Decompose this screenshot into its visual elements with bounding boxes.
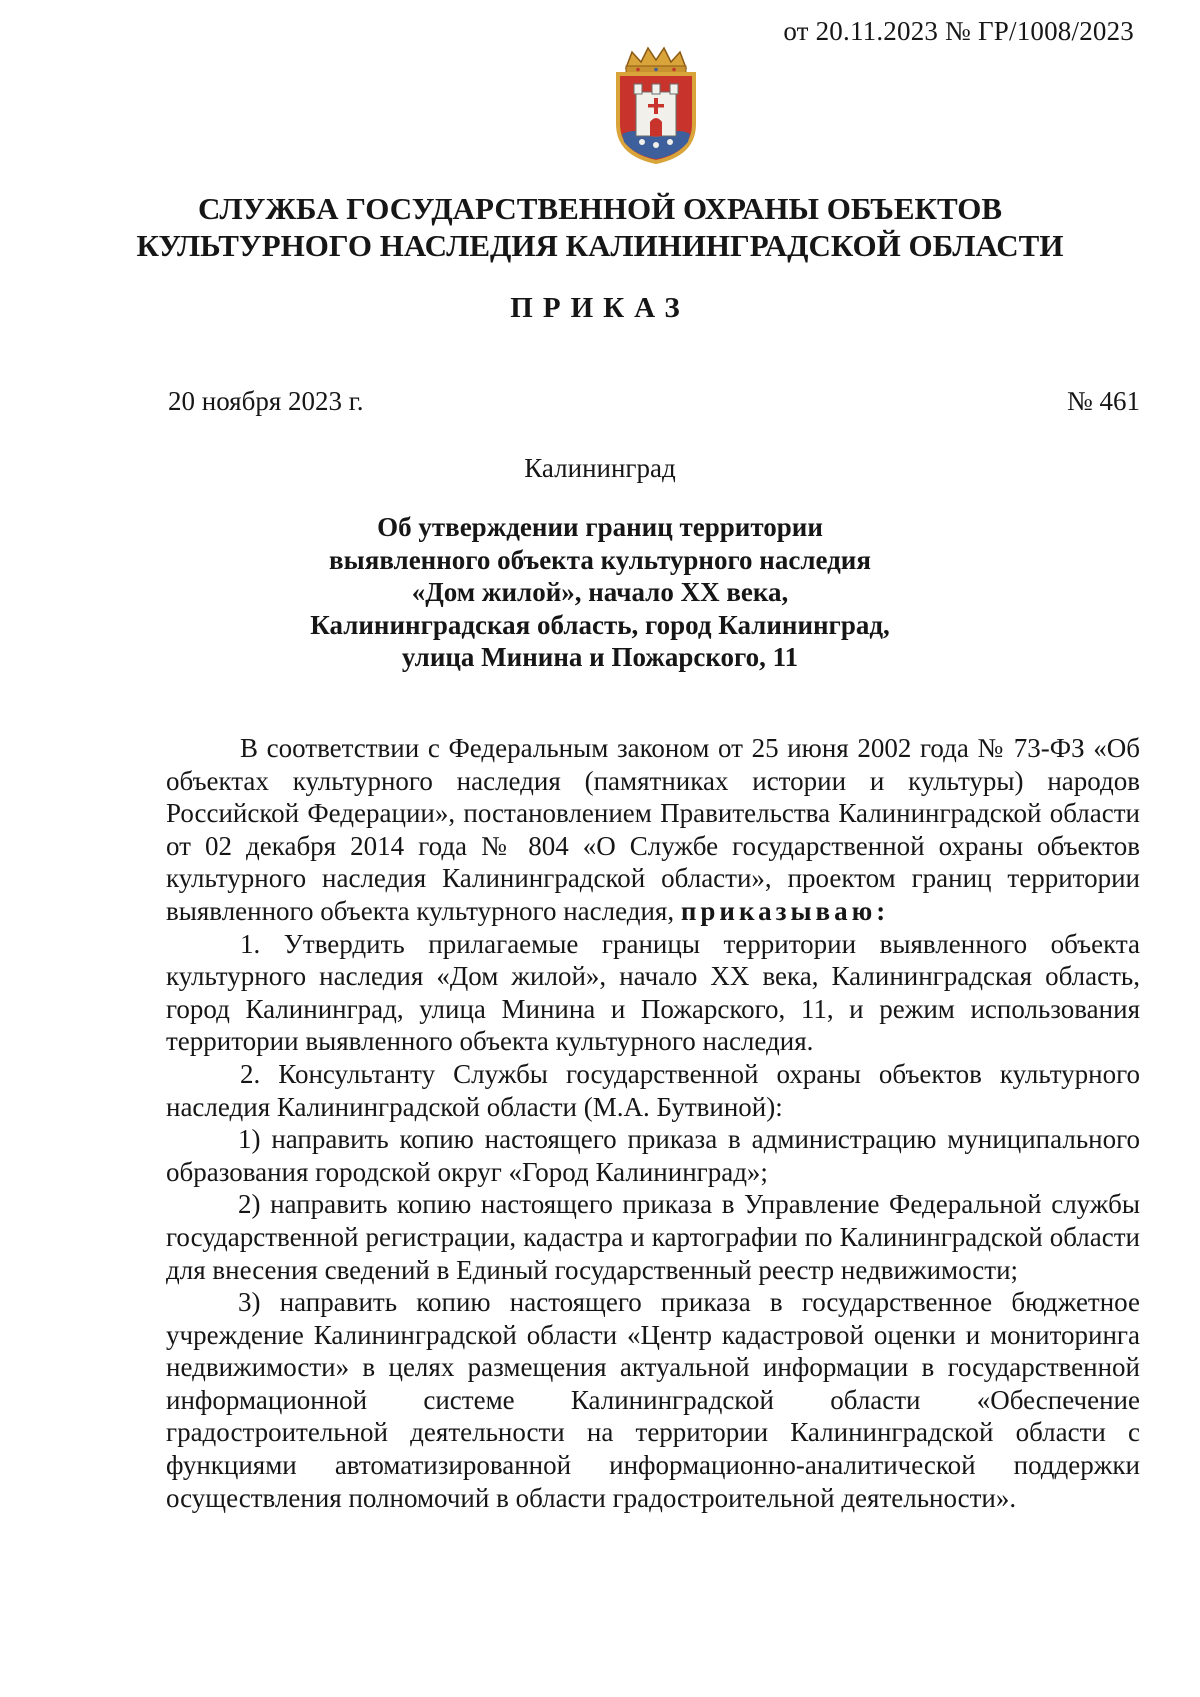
subject-line-1: Об утверждении границ территории: [377, 512, 823, 542]
document-type: ПРИКАЗ: [510, 292, 690, 324]
item-2-1-paragraph: 1) направить копию настоящего приказа в администрацию муниципального образования городской округ «Город Калининград»;: [166, 1124, 1140, 1187]
preamble-paragraph: [166, 732, 1140, 928]
document-subject: [0, 511, 1200, 674]
item-2-3-paragraph: 3) направить копию настоящего приказа в государственное бюджетное учреждение Калининградской области «Центр кадастровой оценки и мониторинга недвижимости» в целях размещения актуальной информации в государственной информационной системе Калининградской области «Обеспечение градостроительной деятельности на территории Калининградской области с функциями автоматизированной информационно-аналитической поддержки осуществления полномочий в области градостроительной деятельности».: [166, 1287, 1140, 1513]
document-city: Калининград: [524, 453, 676, 483]
subject-line-2: выявленного объекта культурного наследия: [329, 544, 871, 575]
organization-name-line-2: КУЛЬТУРНОГО НАСЛЕДИЯ КАЛИНИНГРАДСКОЙ ОБЛАСТИ: [136, 228, 1064, 263]
organization-name: [0, 190, 1200, 264]
organization-name-line-1: СЛУЖБА ГОСУДАРСТВЕННОЙ ОХРАНЫ ОБЪЕКТОВ: [197, 191, 1003, 226]
subject-line-4: Калининградская область, город Калининград,: [310, 609, 890, 640]
coat-of-arms-icon: [608, 46, 704, 164]
order-word: приказываю:: [680, 895, 890, 926]
preamble-text: В соответствии с Федеральным законом от 25 июня 2002 года № 73-ФЗ «Об объектах культурного наследия (памятниках истории и культуры) народов Российской Федерации», постановлением Правительства Калининградской области от 02 декабря 2014 года № 804 «О Службе государственной охраны объектов культурного наследия Калининградской области», проектом границ территории выявленного объекта культурного наследия,: [166, 733, 1140, 926]
subject-line-3: «Дом жилой», начало ХХ века,: [411, 577, 789, 607]
subject-line-5: улица Минина и Пожарского, 11: [401, 642, 799, 672]
item-2-2-paragraph: 2) направить копию настоящего приказа в Управление Федеральной службы государственной регистрации, кадастра и картографии по Калининградской области для внесения сведений в Единый государственный реестр недвижимости;: [166, 1189, 1140, 1285]
document-body: [166, 732, 1140, 1514]
item-1-paragraph: 1. Утвердить прилагаемые границы территории выявленного объекта культурного наследия «Дом жилой», начало ХХ века, Калининградская область, город Калининград, улица Минина и Пожарского, 11, и режим использования территории выявленного объекта культурного наследия.: [166, 928, 1140, 1057]
document-number: № 461: [1066, 386, 1140, 416]
registration-mark: от 20.11.2023 № ГР/1008/2023: [783, 16, 1134, 46]
document-date: 20 ноября 2023 г.: [168, 386, 364, 416]
item-2-paragraph: 2. Консультанту Службы государственной охраны объектов культурного наследия Калининградской области (М.А. Бутвиной):: [166, 1058, 1140, 1122]
